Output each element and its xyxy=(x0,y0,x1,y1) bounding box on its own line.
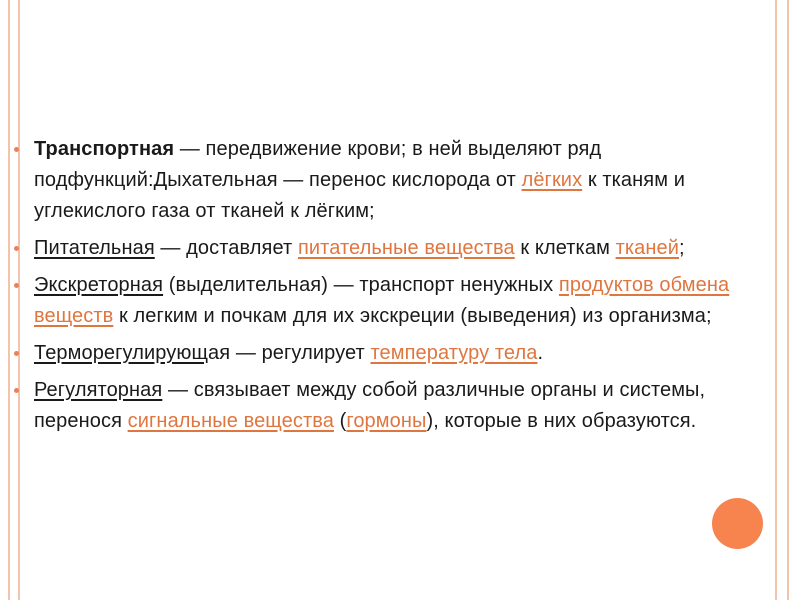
item-text: — передвижение крови; в ней выделяют ряд подфункций:Дыхательная — перенос кислорода от xyxy=(34,138,602,191)
link-metabolism-products[interactable]: продуктов обмена веществ xyxy=(34,274,730,327)
list-item-transport xyxy=(8,134,778,227)
term-regulatory: Регуляторная xyxy=(34,379,163,401)
bullet-icon xyxy=(14,388,19,393)
term-nutritive: Питательная xyxy=(34,237,155,259)
list-item-excretory xyxy=(8,270,778,332)
link-body-temperature[interactable]: температуру тела xyxy=(370,342,538,364)
decorative-circle xyxy=(712,498,763,549)
bullet-icon xyxy=(14,351,19,356)
link-hormones[interactable]: гормоны xyxy=(346,410,427,432)
frame-line-right-outer xyxy=(787,0,789,600)
item-text: — регулирует xyxy=(230,342,371,364)
list-item-thermoregulatory xyxy=(8,338,778,369)
term-excretory: Экскреторная xyxy=(34,274,164,296)
item-text: к тканям и углекислого газа от тканей к лёгким; xyxy=(34,169,685,222)
bullet-icon xyxy=(14,147,19,152)
term-thermoregulatory: Терморегулирующ xyxy=(34,342,209,364)
item-text: ( xyxy=(333,410,347,432)
item-text: — доставляет xyxy=(154,237,298,259)
item-text: — связывает между собой различные органы и системы, перенося xyxy=(34,379,706,432)
link-signal-substances[interactable]: сигнальные вещества xyxy=(127,410,334,432)
item-text: к легким и почкам для их экскреции (выведения) из организма; xyxy=(113,305,712,327)
link-lungs[interactable]: лёгких xyxy=(521,169,583,191)
list-item-nutritive xyxy=(8,233,778,264)
bullet-icon xyxy=(14,283,19,288)
link-nutrients[interactable]: питательные вещества xyxy=(297,237,515,259)
term-thermoregulatory-suffix: ая xyxy=(208,342,231,364)
item-text: ), которые в них образуются. xyxy=(426,410,697,432)
bullet-icon xyxy=(14,246,19,251)
item-text: ; xyxy=(679,237,685,259)
term-transport: Транспортная xyxy=(34,138,175,160)
link-tissues[interactable]: тканей xyxy=(615,237,680,259)
item-text: . xyxy=(537,342,544,364)
item-text: к клеткам xyxy=(514,237,616,259)
list-item-regulatory xyxy=(8,375,778,437)
bullet-list xyxy=(8,134,778,443)
item-text: (выделительная) — транспорт ненужных xyxy=(163,274,559,296)
